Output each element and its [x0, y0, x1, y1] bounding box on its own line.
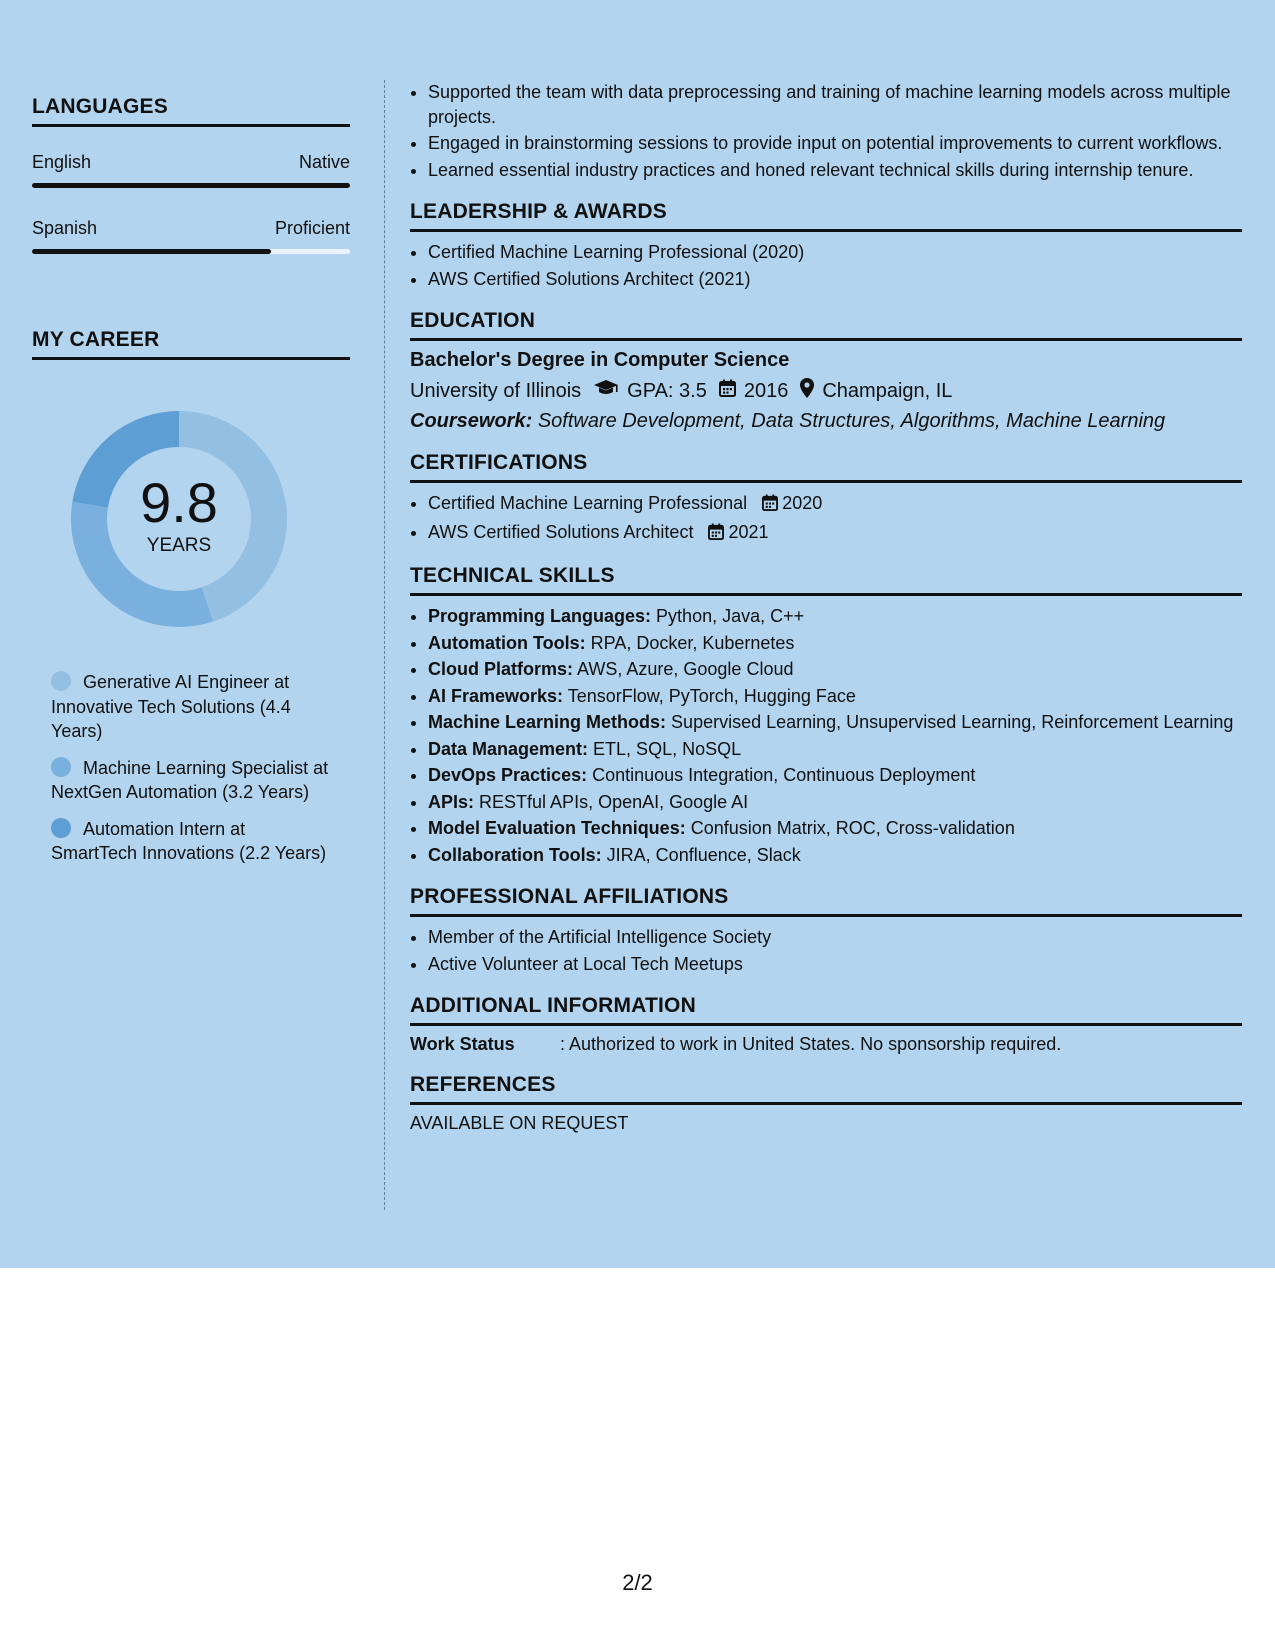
career-total-unit: YEARS	[146, 535, 212, 556]
skill-value: RESTful APIs, OpenAI, Google AI	[479, 791, 749, 812]
skill-value: Confusion Matrix, ROC, Cross-validation	[690, 818, 1015, 838]
language-proficiency-bar	[32, 249, 350, 254]
skill-value: JIRA, Confluence, Slack	[606, 844, 801, 865]
skill-item	[428, 843, 1242, 868]
experience-bullets	[410, 80, 1242, 182]
language-item	[32, 218, 350, 254]
legend-label: Automation Intern at SmartTech Innovations (2.2 Years)	[51, 818, 327, 863]
coursework-list: Software Development, Data Structures, Algorithms, Machine Learning	[537, 410, 1166, 432]
skill-label: Automation Tools:	[428, 632, 586, 653]
skill-label: APIs:	[428, 791, 475, 812]
degree-title: Bachelor's Degree in Computer Science	[410, 349, 790, 371]
leadership-item: • Certified Machine Learning Professional (2020)	[428, 240, 1242, 265]
additional-info-section	[410, 994, 1242, 1055]
language-name: English	[32, 152, 92, 172]
leadership-title: LEADERSHIP & AWARDS	[410, 200, 1242, 232]
calendar-icon	[708, 522, 724, 547]
skill-label: Model Evaluation Techniques:	[428, 818, 686, 838]
skill-label: DevOps Practices:	[428, 765, 588, 785]
experience-bullet: • Engaged in brainstorming sessions to provide input on potential improvements to current workflows.	[428, 131, 1242, 156]
experience-bullet: • Supported the team with data preprocessing and training of machine learning models across multiple projects.	[428, 80, 1242, 129]
language-item	[32, 152, 350, 188]
skill-label: Data Management:	[428, 738, 589, 759]
skill-value: Python, Java, C++	[656, 606, 805, 626]
career-donut-chart	[64, 404, 294, 634]
skills-section	[410, 564, 1242, 867]
skill-item	[428, 790, 1242, 815]
legend-item	[51, 670, 331, 744]
references-section	[410, 1073, 1242, 1134]
language-level: Proficient	[274, 218, 350, 238]
skill-item	[428, 631, 1242, 656]
career-legend	[51, 670, 331, 866]
skill-value: ETL, SQL, NoSQL	[593, 738, 742, 759]
legend-dot	[51, 757, 71, 777]
education-title: EDUCATION	[410, 309, 1242, 341]
skill-item	[428, 657, 1242, 682]
skill-label: Collaboration Tools:	[428, 844, 602, 865]
skill-label: Cloud Platforms:	[428, 659, 574, 679]
language-level: Native	[298, 152, 350, 172]
school-location: Champaign, IL	[822, 379, 953, 402]
legend-item	[51, 756, 331, 805]
legend-label: Generative AI Engineer at Innovative Tech Solutions (4.4 Years)	[51, 672, 291, 741]
references-text: AVAILABLE ON REQUEST	[410, 1113, 629, 1133]
graduation-cap-icon	[593, 379, 619, 403]
certification-year: 2021	[728, 521, 769, 542]
calendar-icon	[719, 379, 736, 403]
language-proficiency-fill	[32, 183, 350, 188]
certification-name: Certified Machine Learning Professional	[428, 493, 748, 513]
calendar-icon	[762, 493, 778, 518]
affiliation-item: • Member of the Artificial Intelligence Society	[428, 925, 1242, 950]
page-number: 2/2	[622, 1570, 653, 1595]
work-status-label: Work Status	[410, 1034, 515, 1054]
leadership-section	[410, 200, 1242, 291]
education-section	[410, 309, 1242, 433]
legend-item	[51, 817, 331, 866]
affiliations-title: PROFESSIONAL AFFILIATIONS	[410, 885, 1242, 917]
left-column	[32, 95, 350, 878]
skill-label: Machine Learning Methods:	[428, 712, 667, 732]
experience-bullet: • Learned essential industry practices and honed relevant technical skills during internship tenure.	[428, 158, 1242, 183]
language-proficiency-bar	[32, 183, 350, 188]
legend-dot	[51, 818, 71, 838]
languages-title: LANGUAGES	[32, 95, 350, 127]
coursework-label: Coursework:	[410, 410, 533, 432]
legend-label: Machine Learning Specialist at NextGen Automation (3.2 Years)	[51, 757, 329, 802]
right-column	[410, 80, 1242, 1134]
skill-value: RPA, Docker, Kubernetes	[590, 632, 795, 653]
graduation-year: 2016	[743, 379, 789, 402]
school-name: University of Illinois	[410, 379, 582, 402]
language-proficiency-fill	[32, 249, 271, 254]
references-title: REFERENCES	[410, 1073, 1242, 1105]
skill-label: Programming Languages:	[428, 606, 652, 626]
skill-value: Continuous Integration, Continuous Deployment	[592, 765, 976, 785]
gpa: GPA: 3.5	[627, 379, 707, 402]
skill-value: Supervised Learning, Unsupervised Learning, Reinforcement Learning	[671, 712, 1234, 732]
column-divider	[384, 80, 385, 1210]
affiliation-item: • Active Volunteer at Local Tech Meetups	[428, 952, 1242, 977]
additional-info-title: ADDITIONAL INFORMATION	[410, 994, 1242, 1026]
skill-value: AWS, Azure, Google Cloud	[577, 659, 794, 679]
skill-item	[428, 684, 1242, 709]
leadership-item: • AWS Certified Solutions Architect (2021)	[428, 267, 1242, 292]
career-total-years: 9.8	[140, 471, 218, 534]
skill-item	[428, 710, 1242, 735]
map-pin-icon	[800, 378, 814, 404]
certifications-title: CERTIFICATIONS	[410, 451, 1242, 483]
certification-item	[428, 491, 1242, 518]
skill-item	[428, 816, 1242, 841]
skill-label: AI Frameworks:	[428, 685, 564, 706]
affiliations-section	[410, 885, 1242, 976]
skill-item	[428, 737, 1242, 762]
certification-item	[428, 520, 1242, 547]
certifications-section	[410, 451, 1242, 546]
work-status-value: : Authorized to work in United States. No sponsorship required.	[560, 1034, 1062, 1054]
certification-year: 2020	[782, 493, 823, 513]
skill-item	[428, 763, 1242, 788]
certification-name: AWS Certified Solutions Architect	[428, 521, 694, 542]
language-name: Spanish	[32, 218, 98, 238]
skill-item	[428, 604, 1242, 629]
skills-title: TECHNICAL SKILLS	[410, 564, 1242, 596]
legend-dot	[51, 671, 71, 691]
career-title: MY CAREER	[32, 328, 350, 360]
skill-value: TensorFlow, PyTorch, Hugging Face	[567, 685, 856, 706]
